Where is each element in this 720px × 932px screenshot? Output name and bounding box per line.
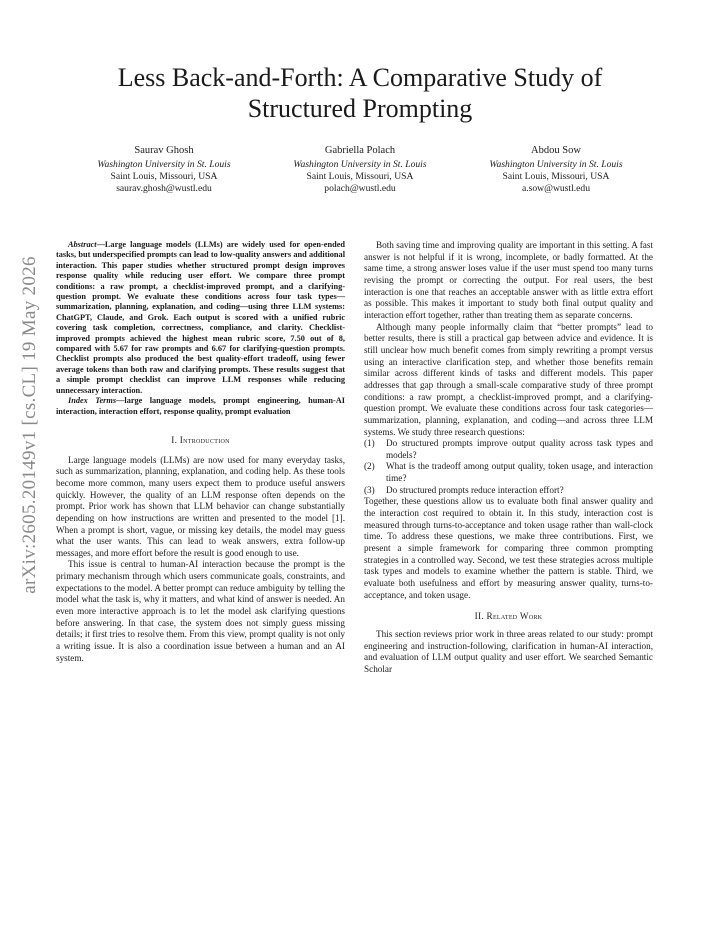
section-heading-introduction xyxy=(56,435,345,447)
section-number: II. xyxy=(474,611,484,622)
research-questions xyxy=(364,438,653,496)
right-column xyxy=(364,240,653,676)
index-terms-label: Index Terms xyxy=(68,396,117,406)
author-name: Abdou Sow xyxy=(531,145,581,156)
author-affiliation: Washington University in St. Louis xyxy=(97,159,231,170)
author-affiliation: Washington University in St. Louis xyxy=(293,159,427,170)
research-question xyxy=(364,438,653,461)
index-terms-text: —large language models, prompt engineering, human-AI interaction, interaction effort, response quality, prompt evaluation xyxy=(56,396,346,416)
author-location: Saint Louis, Missouri, USA xyxy=(502,171,610,182)
author-name: Saurav Ghosh xyxy=(134,145,194,156)
section-title: Introduction xyxy=(179,434,230,445)
rq-text: Do structured prompts improve output quality across task types and models? xyxy=(386,438,653,460)
author-1 xyxy=(70,145,258,195)
research-question xyxy=(364,461,653,484)
related-paragraph-1: This section reviews prior work in three areas related to our study: prompt engineering and instruction-following, clarification in human-AI interaction, and evaluation of LLM output quality and user effort. We searched Semantic Scholar xyxy=(364,629,653,674)
left-column xyxy=(56,240,345,664)
rq-number: (3) xyxy=(364,484,375,495)
intro-paragraph-3: Both saving time and improving quality are important in this setting. A fast answer is not helpful if it is wrong, incomplete, or badly formatted. At the same time, a strong answer loses value if the user must spend too many turns revising the prompt or correcting the output. For real users, the best interaction is one that reaches an acceptable answer with as little extra effort as possible. This makes it important to study both final output quality and interaction effort together, rather than treating them as separate concerns. xyxy=(364,240,653,320)
arxiv-identifier: arXiv:2605.20149v1 [cs.CL] 19 May 2026 xyxy=(19,256,40,594)
intro-paragraph-5: Together, these questions allow us to evaluate both final answer quality and the interaction cost required to obtain it. In this study, interaction cost is measured through turns-to-acceptance and token usage rather than wall-clock time. To address these questions, we make three contributions. First, we present a simple framework for comparing three common prompting strategies in a controlled way. Second, we test these strategies across multiple task types and models to examine whether the pattern is stable. Third, we evaluate both usefulness and effort by measuring answer quality, turns-to-acceptance, and token usage. xyxy=(364,496,653,600)
author-email: saurav.ghosh@wustl.edu xyxy=(116,183,212,194)
author-email: polach@wustl.edu xyxy=(324,183,396,194)
author-location: Saint Louis, Missouri, USA xyxy=(110,171,218,182)
abstract-label: Abstract xyxy=(68,240,97,249)
section-number: I. xyxy=(171,434,178,445)
rq-text: What is the tradeoff among output quality, token usage, and interaction time? xyxy=(386,461,653,484)
intro-paragraph-2: This issue is central to human-AI interaction because the prompt is the primary mechanism through which users communicate goals, constraints, and expectations to the model. A better prompt can reduce ambiguity by telling the model what the task is, why it matters, and what kind of answer is needed. An even more interactive approach is to let the model ask clarifying questions before answering. In that case, the system does not simply guess missing details; it first tries to resolve them. From this view, prompt quality is not only a writing issue. It is also a coordination issue between a human and an AI system. xyxy=(56,559,345,663)
author-block xyxy=(70,145,650,195)
paper-title: Less Back-and-Forth: A Comparative Study of Structured Prompting xyxy=(117,63,603,123)
section-heading-related-work xyxy=(364,611,653,623)
rq-number: (2) xyxy=(364,461,375,472)
author-affiliation: Washington University in St. Louis xyxy=(489,159,623,170)
abstract-text: —Large language models (LLMs) are widely used for open-ended tasks, but underspecified prompts can lead to low-quality answers and additional interaction. This paper studies whether structured prompt design improves response quality while reducing user effort. We compare three prompt conditions: a raw prompt, a checklist-improved prompt, and a clarifying-question prompt. We evaluate these conditions across four task types—summarization, planning, explanation, and coding—using three LLM systems: ChatGPT, Claude, and Grok. Each output is scored with a unified rubric covering task completion, correctness, compliance, and clarity. Checklist-improved prompts achieved the highest mean rubric score, 7.50 out of 8, compared with 5.67 for raw prompts and 6.67 for clarifying-question prompts. Checklist prompts also produced the best quality-effort tradeoff, using fewer average tokens than both raw and clarifying prompts. These results suggest that a simple prompt checklist can improve LLM responses while reducing unnecessary interaction. xyxy=(56,240,345,395)
author-location: Saint Louis, Missouri, USA xyxy=(306,171,414,182)
rq-number: (1) xyxy=(364,438,375,449)
section-title: Related Work xyxy=(486,611,543,622)
abstract xyxy=(56,240,345,396)
index-terms xyxy=(56,396,345,417)
arxiv-sidebar xyxy=(0,190,60,660)
research-question xyxy=(364,485,653,497)
author-2 xyxy=(266,145,454,195)
intro-paragraph-1: Large language models (LLMs) are now used for many everyday tasks, such as summarization, planning, explanation, and coding help. As these tools become more common, many users expect them to produce useful answers quickly. However, the quality of an LLM response often depends on the prompt. Prior work has shown that LLM behavior can change substantially depending on how instructions are written and presented to the model [1]. When a prompt is short, vague, or missing key details, the model may guess what the user wants. This can lead to weak answers, extra follow-up messages, and more effort before the result is good enough to use. xyxy=(56,454,345,558)
author-name: Gabriella Polach xyxy=(324,145,396,156)
author-email: a.sow@wustl.edu xyxy=(522,183,590,194)
intro-paragraph-4: Although many people informally claim that “better prompts” lead to better results, there is still a practical gap between advice and evidence. It is still unclear how much benefit comes from simply rewriting a prompt versus using an interactive clarification step, and whether those benefits remain similar across different kinds of tasks and different models. This paper addresses that gap through a small-scale comparative study of three prompt conditions: a raw prompt, a checklist-improved prompt, and a clarifying-question prompt. We evaluate these conditions across four task categories—summarization, planning, explanation, and coding—and across three LLM systems. We study three research questions: xyxy=(364,321,653,437)
rq-text: Do structured prompts reduce interaction effort? xyxy=(386,484,564,495)
author-3 xyxy=(462,145,650,195)
